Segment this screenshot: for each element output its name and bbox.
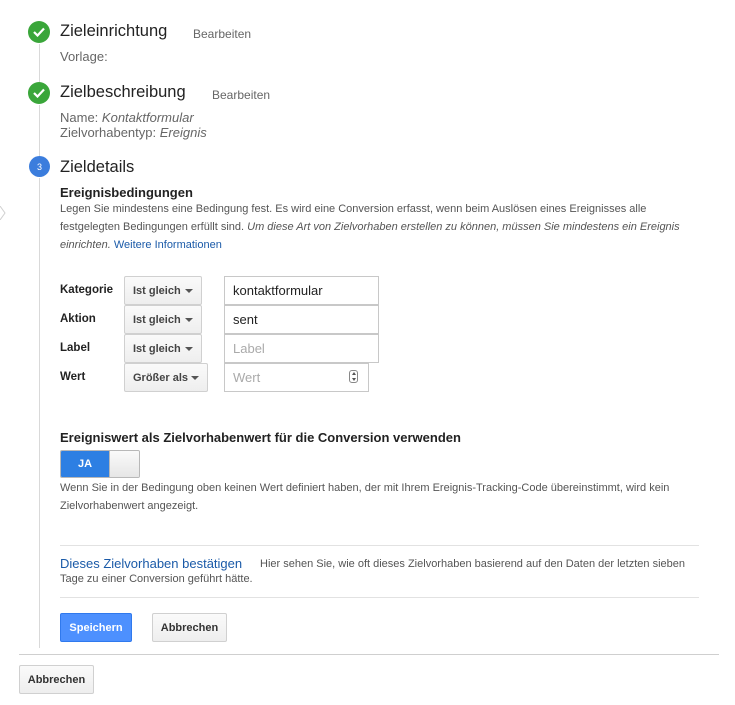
edit-description-link[interactable]: Bearbeiten <box>212 88 271 102</box>
save-button[interactable]: Speichern <box>60 613 132 642</box>
value-operator-dropdown[interactable] <box>124 363 208 392</box>
conditions-title: Ereignisbedingungen <box>60 185 193 200</box>
step-connector <box>39 178 40 648</box>
conditions-desc-italic-end: einrichten. <box>60 239 111 251</box>
value-number-input[interactable] <box>224 363 369 392</box>
step-done-icon <box>28 82 50 104</box>
condition-label-value: Wert <box>60 371 86 383</box>
conditions-desc-line3 <box>60 236 700 254</box>
operator-value: Ist gleich <box>133 313 181 326</box>
step-connector <box>39 44 40 82</box>
verify-goal-link[interactable]: Dieses Zielvorhaben bestätigen <box>60 556 243 571</box>
goal-type <box>60 125 207 140</box>
conditions-desc-line1: Legen Sie mindestens eine Bedingung fest. Es wird eine Conversion erfasst, wenn beim Auslösen eines Ereignisses alle <box>60 203 647 215</box>
number-spinner-icon[interactable] <box>349 370 358 383</box>
conditions-desc-italic: Um diese Art von Zielvorhaben erstellen zu können, müssen Sie mindestens ein Ereignis <box>247 221 680 233</box>
step-number-badge: 3 <box>29 156 50 177</box>
category-value-input[interactable] <box>224 276 379 305</box>
conditions-desc-line2 <box>60 218 700 236</box>
goal-type-value: Ereignis <box>159 125 207 140</box>
conditions-desc-text: festgelegten Bedingungen erfüllt sind. <box>60 221 245 233</box>
operator-value: Größer als <box>133 371 189 384</box>
label-value-input[interactable] <box>224 334 379 363</box>
event-value-desc-line1: Wenn Sie in der Bedingung oben keinen Wert definiert haben, der mit Ihrem Ereignis-Tracking-Code übereinstimmt, wird kein <box>60 482 670 494</box>
condition-label-action: Aktion <box>60 313 96 325</box>
event-value-toggle[interactable] <box>60 450 140 478</box>
divider <box>19 654 719 655</box>
goal-name-value: Kontaktformular <box>101 110 194 125</box>
step-done-icon <box>28 21 50 43</box>
step-title-description: Zielbeschreibung <box>60 83 186 101</box>
template-label: Vorlage: <box>60 49 108 64</box>
label-operator-dropdown[interactable] <box>124 334 202 363</box>
chevron-down-icon <box>185 318 193 322</box>
divider <box>60 597 699 598</box>
event-value-description <box>60 479 710 515</box>
collapse-arrow-icon <box>0 206 6 220</box>
toggle-knob <box>109 451 139 477</box>
verify-description <box>60 557 700 587</box>
event-value-title: Ereigniswert als Zielvorhabenwert für die Conversion verwenden <box>60 430 461 445</box>
conditions-description <box>60 200 700 254</box>
verify-desc-line1: Hier sehen Sie, wie oft dieses Zielvorhaben basierend auf den Daten der letzten sieben <box>260 558 685 570</box>
checkmark-icon <box>33 27 45 37</box>
action-operator-dropdown[interactable] <box>124 305 202 334</box>
step-title-setup: Zieleinrichtung <box>60 22 168 40</box>
checkmark-icon <box>33 88 45 98</box>
goal-name <box>60 110 194 125</box>
operator-value: Ist gleich <box>133 284 181 297</box>
chevron-down-icon <box>185 289 193 293</box>
step-connector <box>39 105 40 156</box>
step-title-details: Zieldetails <box>60 158 135 176</box>
divider <box>60 545 699 546</box>
edit-setup-link[interactable]: Bearbeiten <box>193 27 252 41</box>
goal-type-label: Zielvorhabentyp: <box>60 125 157 140</box>
goal-name-label: Name: <box>60 110 99 125</box>
condition-label-label: Label <box>60 342 91 354</box>
more-info-link[interactable]: Weitere Informationen <box>113 239 222 251</box>
action-value-input[interactable] <box>224 305 379 334</box>
toggle-on-label: JA <box>61 451 109 477</box>
operator-value: Ist gleich <box>133 342 181 355</box>
chevron-down-icon <box>185 347 193 351</box>
condition-label-category: Kategorie <box>60 284 114 296</box>
event-value-desc-line2: Zielvorhabenwert angezeigt. <box>60 500 199 512</box>
category-operator-dropdown[interactable] <box>124 276 202 305</box>
cancel-button[interactable]: Abbrechen <box>152 613 227 642</box>
chevron-down-icon <box>191 376 199 380</box>
cancel-outer-button[interactable]: Abbrechen <box>19 665 94 694</box>
verify-desc-line2: Tage zu einer Conversion geführt hätte. <box>60 573 253 585</box>
